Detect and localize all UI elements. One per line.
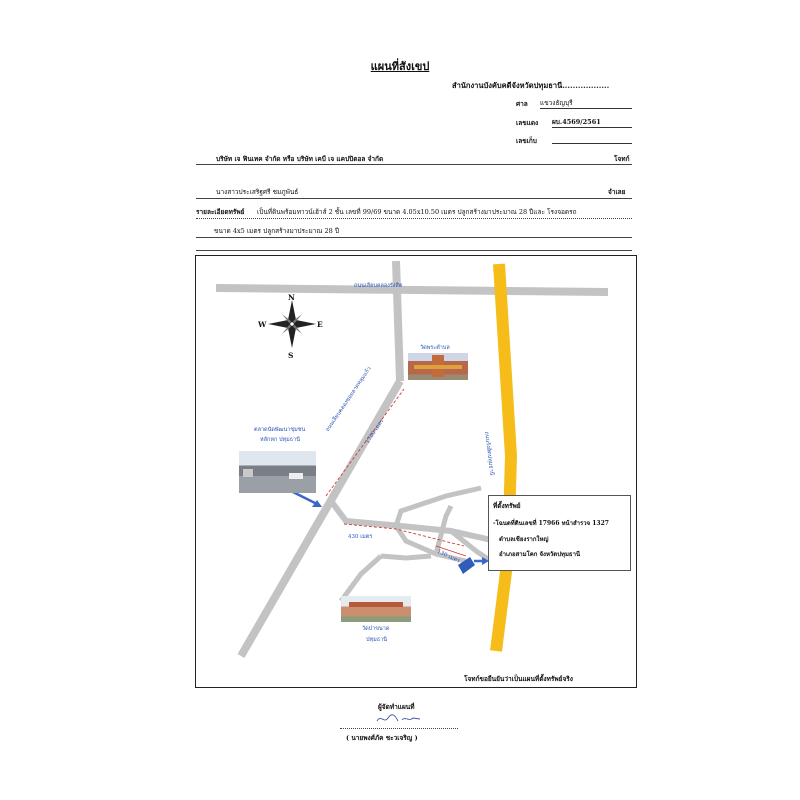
location-map <box>195 255 637 688</box>
defendant-label: จำเลย <box>608 188 626 196</box>
signature-scribble <box>375 712 425 726</box>
office-name: สำนักงานบังคับคดีจังหวัดปทุมธานี.................. <box>452 81 610 90</box>
label-market-1: ตลาดนัดพัฒนาชุมชน <box>254 427 306 433</box>
compass-n: N <box>288 293 295 302</box>
court-value: แขวงธัญบุรี <box>540 98 632 109</box>
storage-label: เลขเก็บ <box>516 137 537 145</box>
distance-line-long <box>326 389 404 496</box>
property-info-box <box>488 495 631 571</box>
details-label: รายละเอียดทรัพย์ <box>196 208 245 216</box>
signature-line <box>340 728 458 729</box>
details-line2: ขนาด 4x5 เมตร ปลูกสร้างมาประมาณ 28 ปี <box>214 227 339 235</box>
compass-e: E <box>317 320 323 329</box>
road-top <box>216 288 608 292</box>
defendant-underline <box>196 198 632 199</box>
signature-label: ผู้จัดทำแผนที่ <box>378 703 415 711</box>
label-market-2: หลักหก ปทุมธานี <box>260 437 300 443</box>
details-underline-3 <box>196 250 632 251</box>
info-line-2: ตำบลเชียงรากใหญ่ <box>499 536 549 543</box>
label-distance-long: 1700 เมตร <box>364 418 386 445</box>
label-temple-1: วัดพระตำบล <box>420 345 450 351</box>
details-line1: เป็นที่ดินพร้อมทาวน์เฮ้าส์ 2 ชั้น เลขที่ 99/69 ขนาด 4.05x10.50 เมตร ปลูกสร้างมาประมาณ 28 ปีและ โรงจอดรถ <box>257 208 577 216</box>
details-underline-1 <box>196 218 632 219</box>
storage-value <box>552 135 632 144</box>
compass-rose <box>268 300 316 348</box>
arrow-market <box>291 491 319 505</box>
court-label: ศาล <box>516 100 528 108</box>
temple-1-photo <box>408 353 468 380</box>
road-soi-south <box>341 556 381 601</box>
page-title: แผนที่สังเขป <box>370 60 430 73</box>
details-underline-2 <box>196 237 632 238</box>
info-line-3: อำเภอสามโคก จังหวัดปทุมธานี <box>499 551 581 558</box>
label-distance-third: 130 เมตร <box>436 548 461 565</box>
plaintiff-label: โจทก์ <box>614 155 630 163</box>
info-title: ที่ตั้งทรัพย์ <box>493 502 521 510</box>
road-soi-south-2 <box>381 556 431 558</box>
label-road-diagonal: ถนนเลียบคลองซอยลาดหลุมแก้ว <box>324 365 373 433</box>
info-line-1: -โฉนดที่ดินเลขที่ 17966 หน้าสำรวจ 1327 <box>493 520 609 527</box>
plaintiff-underline <box>196 164 632 165</box>
red-case-value: ผบ.4569/2561 <box>552 117 632 128</box>
temple-2-photo <box>341 596 411 622</box>
label-temple-2-1: วัดป่าขนาด <box>362 626 390 632</box>
plaintiff-name: บริษัท เจ ฟินเทค จำกัด หรือ บริษัท เคบี เจ แคปปิตอล จำกัด <box>216 155 384 163</box>
label-temple-2-2: ปทุมธานี <box>366 637 387 643</box>
compass-s: S <box>288 351 294 360</box>
label-road-top: ถนนเลียบคลองรังสิต <box>354 283 403 289</box>
road-vertical <box>396 261 400 381</box>
red-case-label: เลขแดง <box>516 119 539 127</box>
road-soi-upper <box>396 488 481 526</box>
signature-name: ( นายพงศ์ภัค ชะวเจริญ ) <box>346 734 418 742</box>
label-distance-short: 430 เมตร <box>348 534 373 540</box>
road-yellow <box>496 264 511 651</box>
map-footer-note: โจทก์ขอยืนยันว่าเป็นแผนที่ตั้งทรัพย์จริง <box>464 675 573 683</box>
market-photo <box>239 451 316 493</box>
compass-w: W <box>258 320 267 329</box>
label-road-yellow: ถนนรังสิตปทุมธานี <box>483 431 495 476</box>
defendant-name: นางสาวประเสริฐศรี ชมภูพันธ์ <box>216 188 299 196</box>
